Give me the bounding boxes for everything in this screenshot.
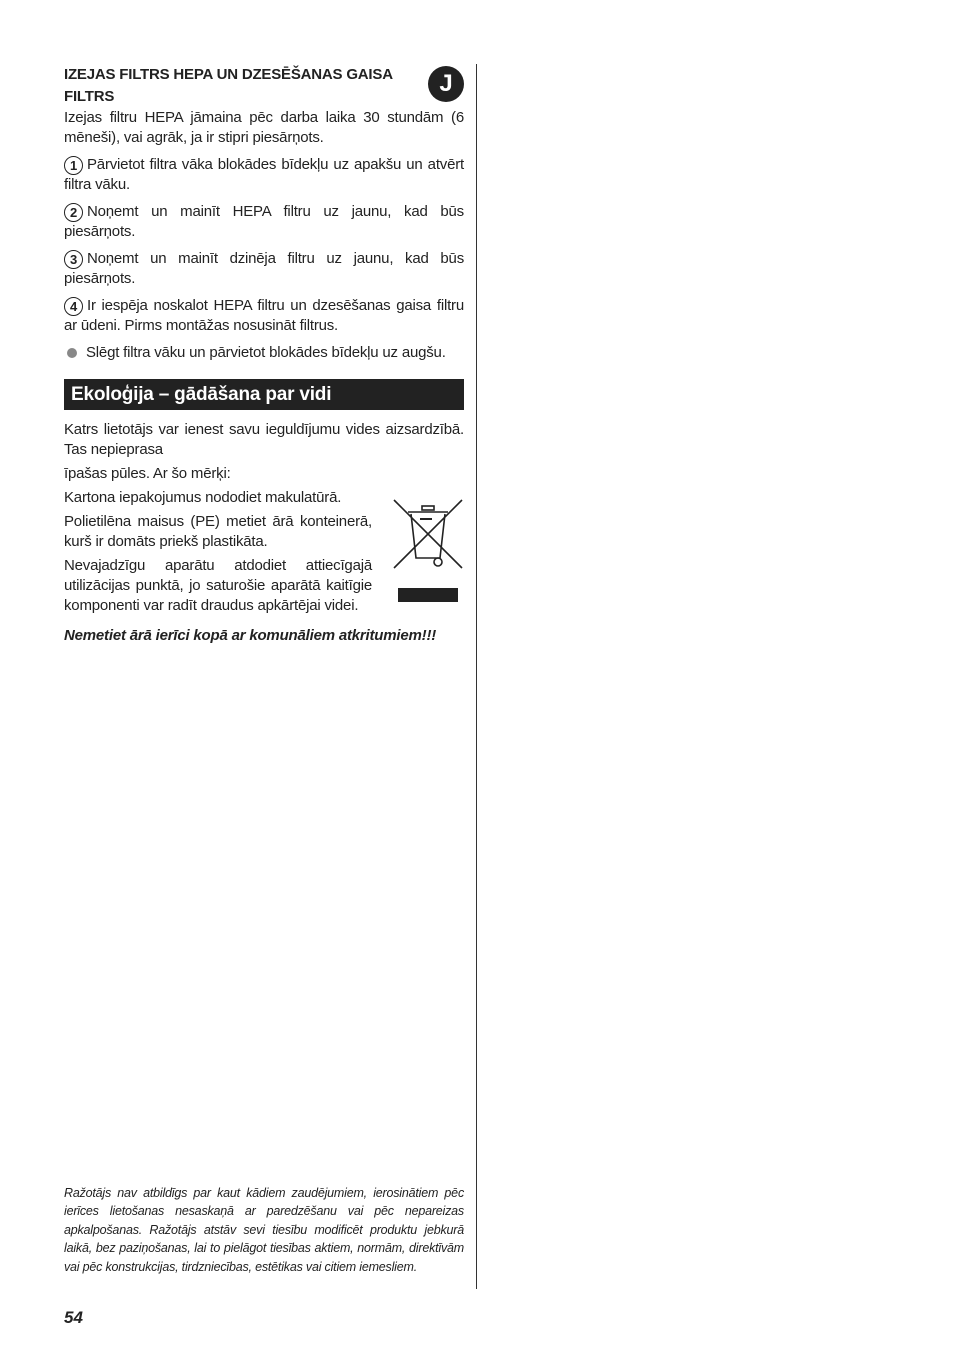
step-2 — [64, 202, 464, 242]
step-3 — [64, 249, 464, 289]
figure-badge-j: J — [428, 66, 464, 102]
bullet-dot-icon — [67, 348, 77, 358]
disclaimer-text: Ražotājs nav atbildīgs par kaut kādiem zaudējumiem, ierosinātiem pēc ierīces lietošanas nesaskaņā ar paredzēšanu vai pēc nepareizas apkalpošanas. Ražotājs atstāv sevi tiesību modificēt produktu jebkurā laikā, bez paziņošanas, lai to pielāgot tiesības aktiem, normām, direktīvām vai pēc konstrukcijas, tirdzniecības, estētikas vai citiem iemesliem. — [64, 1186, 464, 1274]
page-number: 54 — [64, 1308, 83, 1327]
section-hepa — [64, 64, 464, 108]
bullet-item — [64, 343, 464, 363]
step-text: Pārvietot filtra vāka blokādes bīdekļu uz apakšu un atvērt filtra vāku. — [64, 156, 464, 193]
bullet-text: Slēgt filtra vāku un pārvietot blokādes bīdekļu uz augšu. — [86, 344, 446, 361]
ecology-with-icon — [64, 488, 464, 616]
ecology-title-bar: Ekoloģija – gādāšana par vidi — [64, 379, 464, 410]
crossed-out-wheelie-bin-icon — [392, 496, 464, 604]
ecology-p5: Nevajadzīgu aparātu atdodiet attiecīgajā utilizācijas punktā, jo saturošie aparātā kaitīgie komponenti var radīt draudus apkārtējai videi. — [64, 557, 372, 614]
intro-text: Izejas filtru HEPA jāmaina pēc darba laika 30 stundām (6 mēneši), vai agrāk, ja ir stipri piesārņots. — [64, 109, 464, 146]
column-divider — [476, 64, 477, 1289]
step-number-icon: 3 — [64, 250, 83, 269]
step-number-icon: 4 — [64, 297, 83, 316]
step-text: Noņemt un mainīt HEPA filtru uz jaunu, kad būs piesārņots. — [64, 203, 464, 240]
ecology-body — [64, 420, 464, 646]
ecology-p2: īpašas pūles. Ar šo mērķi: — [64, 465, 231, 482]
ecology-p1: Katrs lietotājs var ienest savu ieguldījumu vides aizsardzībā. Tas nepieprasa — [64, 421, 464, 458]
section-heading: IZEJAS FILTRS HEPA UN DZESĒŠANAS GAISA FILTRS — [64, 66, 393, 105]
step-number-icon: 2 — [64, 203, 83, 222]
step-number-icon: 1 — [64, 156, 83, 175]
warning-text: Nemetiet ārā ierīci kopā ar komunāliem atkritumiem!!! — [64, 627, 437, 644]
ecology-p3: Kartona iepakojumus nododiet makulatūrā. — [64, 489, 342, 506]
step-4 — [64, 296, 464, 336]
step-text: Noņemt un mainīt dzinēja filtru uz jaunu, kad būs piesārņots. — [64, 250, 464, 287]
ecology-p4: Polietilēna maisus (PE) metiet ārā konteinerā, kurš ir domāts priekš plastikāta. — [64, 513, 372, 550]
step-1 — [64, 155, 464, 195]
step-text: Ir iespēja noskalot HEPA filtru un dzesēšanas gaisa filtru ar ūdeni. Pirms montāžas nosusināt filtrus. — [64, 297, 464, 334]
left-column — [64, 64, 464, 646]
